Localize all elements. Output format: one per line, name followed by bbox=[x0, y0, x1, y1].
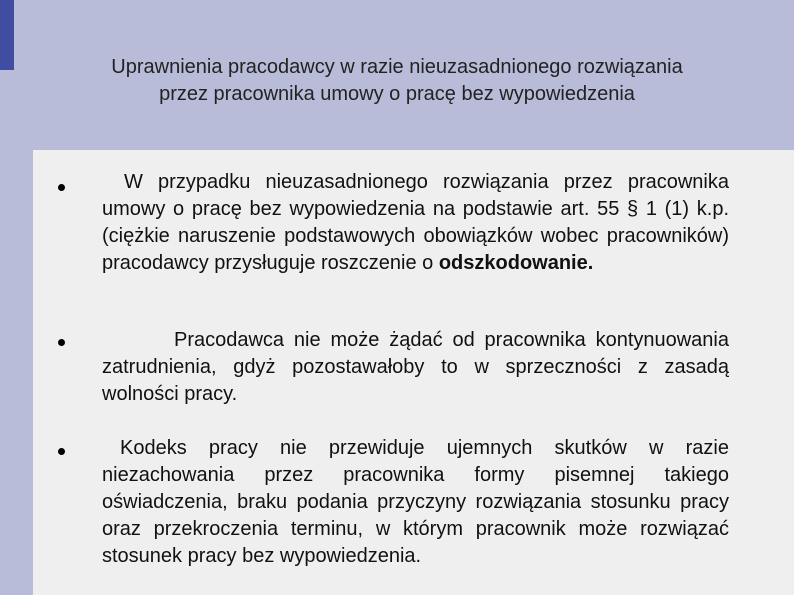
bullet-text-1 bbox=[102, 169, 729, 277]
decorative-bar bbox=[0, 0, 14, 70]
bullet-text-1-main: W przypadku nieuzasadnionego rozwiązania przez pracownika umowy o pracę bez wypowiedzenia na podstawie art. 55 § 1 (1) k.p. (ciężkie naruszenie podstawowych obowiązków wobec pracowników) pracodawcy przysługuje roszczenie o bbox=[102, 171, 729, 274]
bullet-text-2: Pracodawca nie może żądać od pracownika kontynuowania zatrudnienia, gdyż pozostawałoby to w sprzeczności z zasadą wolności pracy. bbox=[102, 329, 729, 405]
bullet-dot-3 bbox=[58, 448, 65, 455]
bullet-text-1-bold: odszkodowanie. bbox=[438, 252, 594, 274]
title-area bbox=[0, 0, 794, 150]
bullet-text-3: Kodeks pracy nie przewiduje ujemnych skutków w razie niezachowania przez pracownika formy pisemnej takiego oświadczenia, braku podania przyczyny rozwiązania stosunku pracy oraz przekroczenia terminu, w którym pracownik może rozwiązać stosunek pracy bez wypowiedzenia. bbox=[102, 437, 729, 567]
content-panel bbox=[33, 150, 794, 595]
bullet-dot-1 bbox=[58, 184, 65, 191]
bullet-dot-2 bbox=[58, 339, 65, 346]
slide-title: Uprawnienia pracodawcy w razie nieuzasadnionego rozwiązania przez pracownika umowy o pracę bez wypowiedzenia bbox=[111, 56, 683, 105]
